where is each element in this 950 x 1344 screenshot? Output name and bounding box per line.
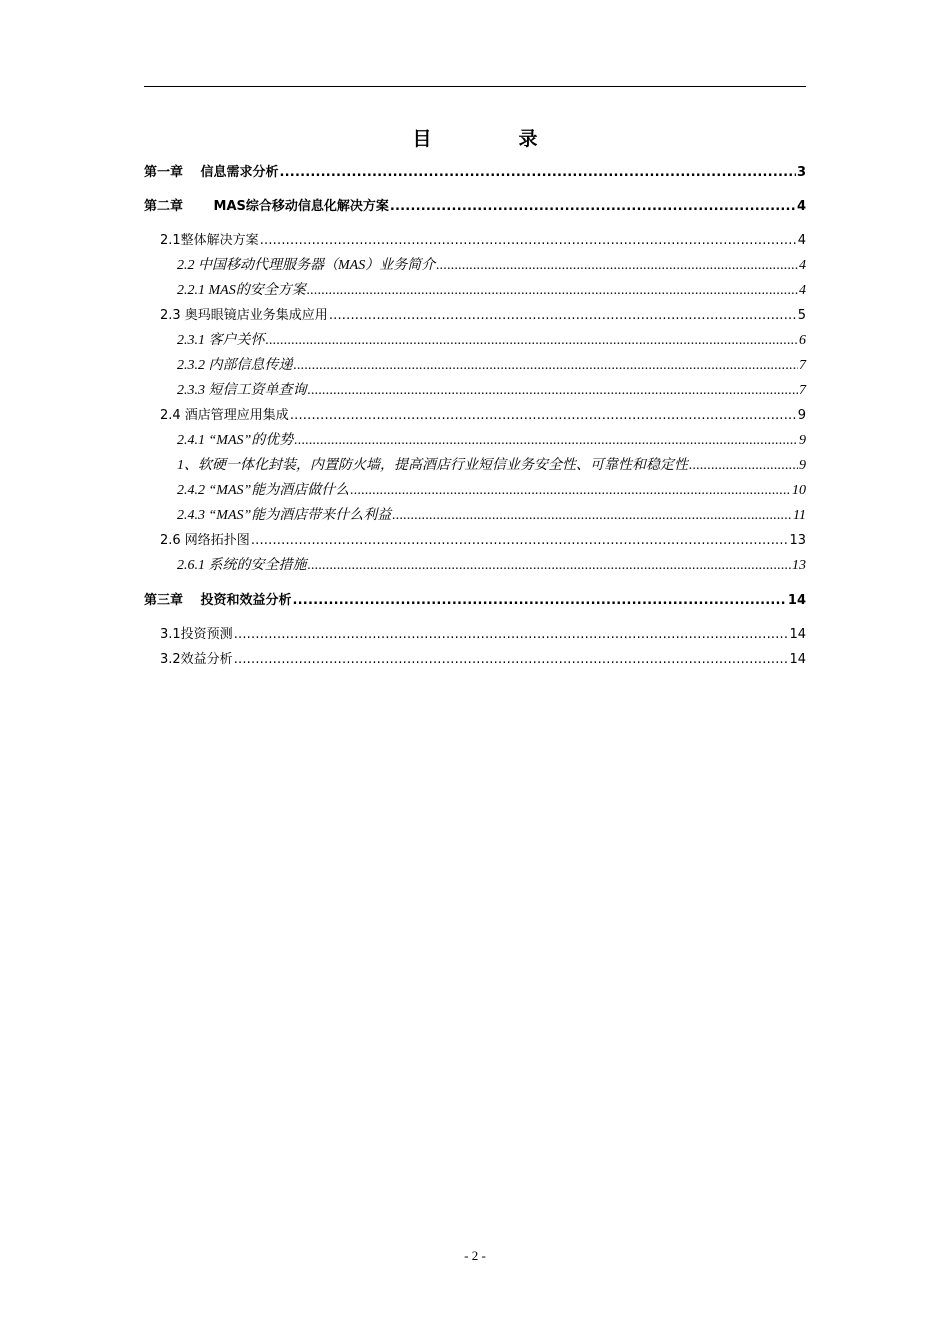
toc-entry-2-3-3[interactable] (144, 378, 806, 403)
toc-entry-2-3-2[interactable] (144, 353, 806, 378)
toc-entry-label: 2.3 奥玛眼镜店业务集成应用 (160, 308, 328, 323)
toc-entry-2-6-1[interactable] (144, 553, 806, 578)
toc-entry-label: 2.2.1 MAS的安全方案 (177, 283, 306, 298)
dot-leader (392, 503, 792, 528)
dot-leader (329, 303, 797, 328)
toc-entry-label: 2.6 网络拓扑图 (160, 533, 250, 548)
toc-entry-2-4[interactable] (144, 403, 806, 428)
dot-leader (251, 528, 789, 553)
toc-entry-page: 7 (799, 358, 806, 373)
toc-entry-label: 3.1投资预测 (160, 627, 233, 642)
toc-entry-3-2[interactable] (144, 647, 806, 672)
page-number: - 2 - (464, 1248, 486, 1263)
toc-entry-page: 14 (789, 652, 806, 667)
dot-leader (308, 378, 799, 403)
toc-entry-label: 第二章 MAS综合移动信息化解决方案 (144, 199, 389, 214)
toc-entry-label: 2.2 中国移动代理服务器（MAS）业务简介 (177, 258, 436, 273)
toc-entry-2-2[interactable] (144, 253, 806, 278)
toc-entry-page: 9 (799, 458, 806, 473)
dot-leader (689, 453, 798, 478)
dot-leader (234, 647, 789, 672)
toc-entry-chapter-3[interactable] (144, 588, 806, 613)
toc-entry-label: 2.3.1 客户关怀 (177, 333, 265, 348)
dot-leader (307, 278, 798, 303)
toc-entry-label: 2.1整体解决方案 (160, 233, 259, 248)
toc-entry-page: 4 (797, 233, 806, 248)
toc-entry-label: 2.4 酒店管理应用集成 (160, 408, 289, 423)
toc-entry-page: 3 (796, 165, 806, 180)
toc-entry-page: 14 (787, 593, 806, 608)
toc-entry-label: 第一章 信息需求分析 (144, 165, 279, 180)
toc-entry-chapter-1[interactable] (144, 160, 806, 185)
toc-entry-2-4-3[interactable] (144, 503, 806, 528)
dot-leader (260, 228, 797, 253)
toc-entry-label: 1、软硬一体化封装，内置防火墙，提高酒店行业短信业务安全性、可靠性和稳定性 (177, 458, 688, 473)
toc-entry-2-2-1[interactable] (144, 278, 806, 303)
toc-entry-page: 4 (799, 283, 806, 298)
toc-entry-page: 4 (796, 199, 806, 214)
toc-entry-page: 13 (789, 533, 806, 548)
toc-entry-page: 10 (792, 483, 806, 498)
dot-leader (234, 622, 789, 647)
toc-entry-page: 11 (793, 508, 806, 523)
toc-entry-2-3-1[interactable] (144, 328, 806, 353)
toc-entry-2-4-1-item-1[interactable] (144, 453, 806, 478)
toc-entry-2-6[interactable] (144, 528, 806, 553)
toc-entry-2-4-1[interactable] (144, 428, 806, 453)
dot-leader (436, 253, 798, 278)
toc-entry-label: 3.2效益分析 (160, 652, 233, 667)
toc-entry-label: 2.3.3 短信工资单查询 (177, 383, 307, 398)
dot-leader (293, 588, 787, 613)
toc-entry-label: 2.4.1 “MAS”的优势 (177, 433, 294, 448)
toc-title: 目 录 (412, 128, 572, 150)
toc-entry-page: 4 (799, 258, 806, 273)
toc-entry-page: 5 (797, 308, 806, 323)
toc-entry-2-1[interactable] (144, 228, 806, 253)
dot-leader (350, 478, 791, 503)
table-of-contents (144, 160, 806, 672)
toc-entry-label: 2.4.2 “MAS”能为酒店做什么 (177, 483, 350, 498)
toc-entry-label: 2.6.1 系统的安全措施 (177, 558, 307, 573)
toc-entry-page: 7 (799, 383, 806, 398)
header-rule (144, 86, 806, 87)
toc-entry-label: 2.4.3 “MAS”能为酒店带来什么利益 (177, 508, 392, 523)
toc-entry-page: 9 (797, 408, 806, 423)
dot-leader (294, 353, 799, 378)
toc-entry-2-4-2[interactable] (144, 478, 806, 503)
dot-leader (390, 194, 796, 219)
dot-leader (266, 328, 799, 353)
toc-entry-2-3[interactable] (144, 303, 806, 328)
dot-leader (290, 403, 797, 428)
toc-entry-page: 14 (789, 627, 806, 642)
dot-leader (294, 428, 798, 453)
dot-leader (308, 553, 792, 578)
toc-entry-chapter-2[interactable] (144, 194, 806, 219)
toc-entry-label: 2.3.2 内部信息传递 (177, 358, 293, 373)
toc-entry-label: 第三章 投资和效益分析 (144, 593, 292, 608)
toc-entry-page: 13 (792, 558, 806, 573)
toc-entry-3-1[interactable] (144, 622, 806, 647)
toc-entry-page: 9 (799, 433, 806, 448)
toc-entry-page: 6 (799, 333, 806, 348)
dot-leader (280, 160, 796, 185)
